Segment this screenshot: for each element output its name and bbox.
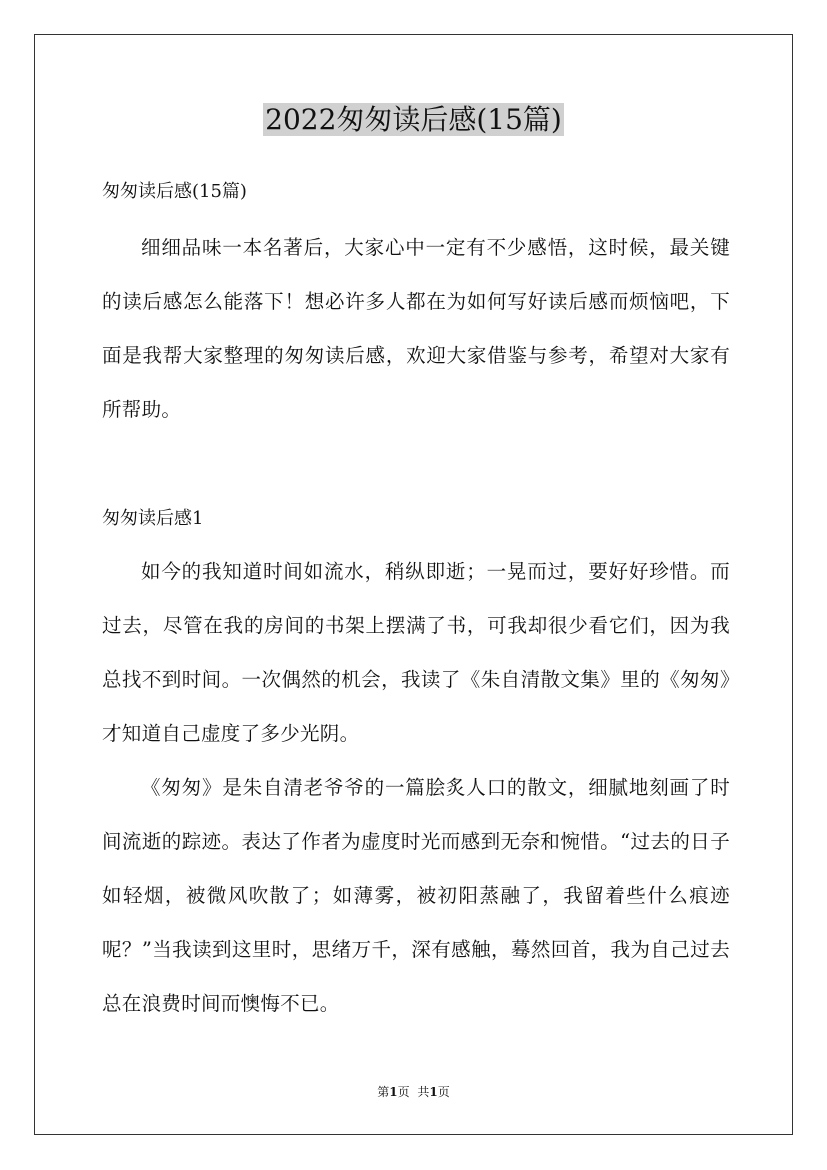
page-footer [0, 1083, 827, 1101]
intro-heading: 匆匆读后感(15篇) [102, 181, 247, 202]
document-title [0, 98, 827, 142]
section-paragraph-1: 如今的我知道时间如流水，稍纵即逝；一晃而过，要好好珍惜。而过去，尽管在我的房间的书架上摆满了书，可我却很少看它们，因为我总找不到时间。一次偶然的机会，我读了《朱自清散文集》里的《匆匆》才知道自己虚度了多少光阴。 [102, 560, 730, 745]
section-paragraph-2: 《匆匆》是朱自清老爷爷的一篇脍炙人口的散文，细腻地刻画了时间流逝的踪迹。表达了作者为虚度时光而感到无奈和惋惜。“过去的日子如轻烟，被微风吹散了；如薄雾，被初阳蒸融了，我留着些什么痕迹呢？”当我读到这里时，思绪万千，深有感触，蓦然回首，我为自己过去总在浪费时间而懊悔不已。 [102, 776, 730, 1015]
intro-paragraph: 细细品味一本名著后，大家心中一定有不少感悟，这时候，最关键的读后感怎么能落下！想必许多人都在为如何写好读后感而烦恼吧，下面是我帮大家整理的匆匆读后感，欢迎大家借鉴与参考，希望对大家有所帮助。 [102, 236, 730, 421]
footer-page-total: 1 [429, 1085, 438, 1099]
document-title-text: 2022匆匆读后感(15篇) [265, 103, 562, 136]
section-heading: 匆匆读后感1 [102, 508, 204, 529]
footer-page-suffix: 页 [397, 1085, 410, 1099]
footer-page-current: 1 [389, 1085, 398, 1099]
footer-total-suffix: 页 [437, 1085, 450, 1099]
footer-page-prefix: 第 [377, 1085, 390, 1099]
footer-total-prefix: 共 [417, 1085, 430, 1099]
